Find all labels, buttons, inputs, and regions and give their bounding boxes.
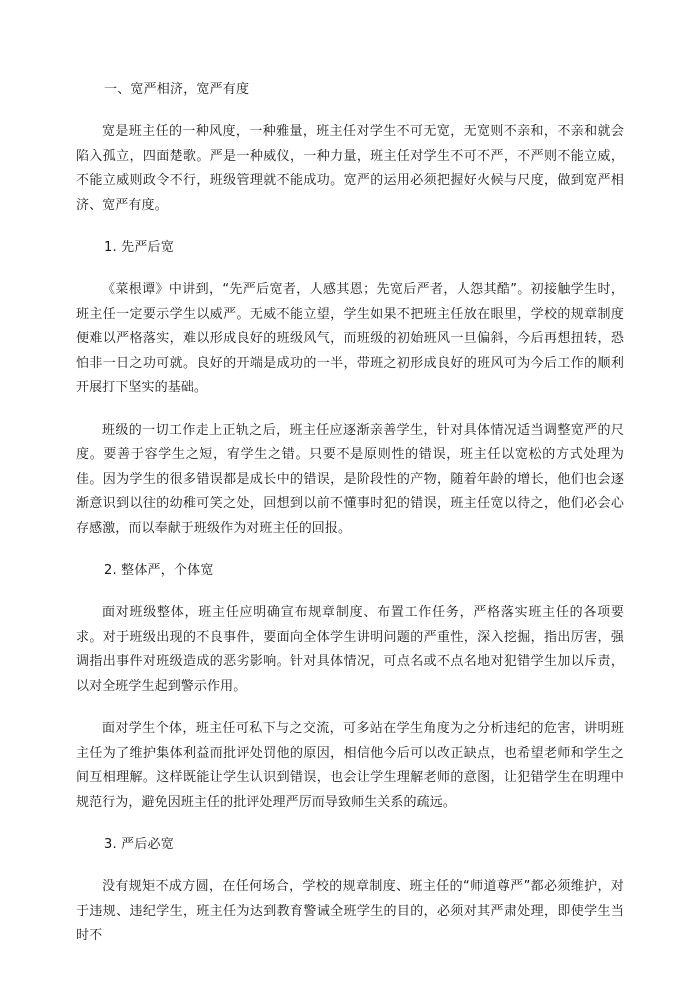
section-heading-lenient-after: 3. 严后必宽 xyxy=(104,837,174,852)
section-heading-strict-first: 1. 先严后宽 xyxy=(104,240,174,255)
paragraph-individual: 面对学生个体，班主任可私下与之交流，可多站在学生角度为之分析违纪的危害，讲明班主任为了维护集体利益而批评处罚他的原因，相信他今后可以改正缺点，也希望老师和学生之间互相理解。这样既能让学生认识到错误，也会让学生理解老师的意图，让犯错学生在明理中规范行为，避免因班主任的批评处理严厉而导致师生关系的疏远。 xyxy=(76,721,624,810)
paragraph-lenient-after: 没有规矩不成方圆，在任何场合，学校的规章制度、班主任的“师道尊严”都必须维护，对于违规、违纪学生，班主任为达到教育警诫全班学生的目的，必须对其严肃处理，即使学生当时不 xyxy=(76,879,624,943)
paragraph-whole-class: 面对班级整体，班主任应明确宣布规章制度、布置工作任务，严格落实班主任的各项要求。对于班级出现的不良事件，要面向全体学生讲明问题的严重性，深入挖掘，指出厉害，强调指出事件对班级造成的恶劣影响。针对具体情况，可点名或不点名地对犯错学生加以斥责，以对全班学生起到警示作用。 xyxy=(76,605,624,694)
document-body xyxy=(76,78,624,967)
paragraph-strict-first-1: 《菜根谭》中讲到，“先严后宽者，人感其恩；先宽后严者，人怨其酷”。初接触学生时，班主任一定要示学生以威严。无威不能立望，学生如果不把班主任放在眼里，学校的规章制度便难以严格落实，难以形成良好的班级风气，而班级的初始班风一旦偏斜，今后再想扭转，恐怕非一日之功可就。良好的开端是成功的一半，带班之初形成良好的班风可为今后工作的顺利开展打下坚实的基础。 xyxy=(76,282,624,395)
section-heading-principle: 一、宽严相济，宽严有度 xyxy=(104,82,250,97)
paragraph-strict-first-2: 班级的一切工作走上正轨之后，班主任应逐渐亲善学生，针对具体情况适当调整宽严的尺度。要善于容学生之短，宥学生之错。只要不是原则性的错误，班主任以宽松的方式处理为佳。因为学生的很多错误都是成长中的错误，是阶段性的产物，随着年龄的增长，他们也会逐渐意识到以往的幼稚可笑之处，回想到以前不懂事时犯的错误，班主任宽以待之，他们必会心存感激，而以奉献于班级作为对班主任的回报。 xyxy=(76,422,624,536)
section-heading-whole-individual: 2. 整体严，个体宽 xyxy=(104,563,214,578)
paragraph-intro: 宽是班主任的一种风度，一种雅量，班主任对学生不可无宽，无宽则不亲和，不亲和就会陷入孤立，四面楚歌。严是一种威仪，一种力量，班主任对学生不可不严，不严则不能立威，不能立威则政令不行，班级管理就不能成功。宽严的运用必须把握好火候与尺度，做到宽严相济、宽严有度。 xyxy=(76,124,624,213)
